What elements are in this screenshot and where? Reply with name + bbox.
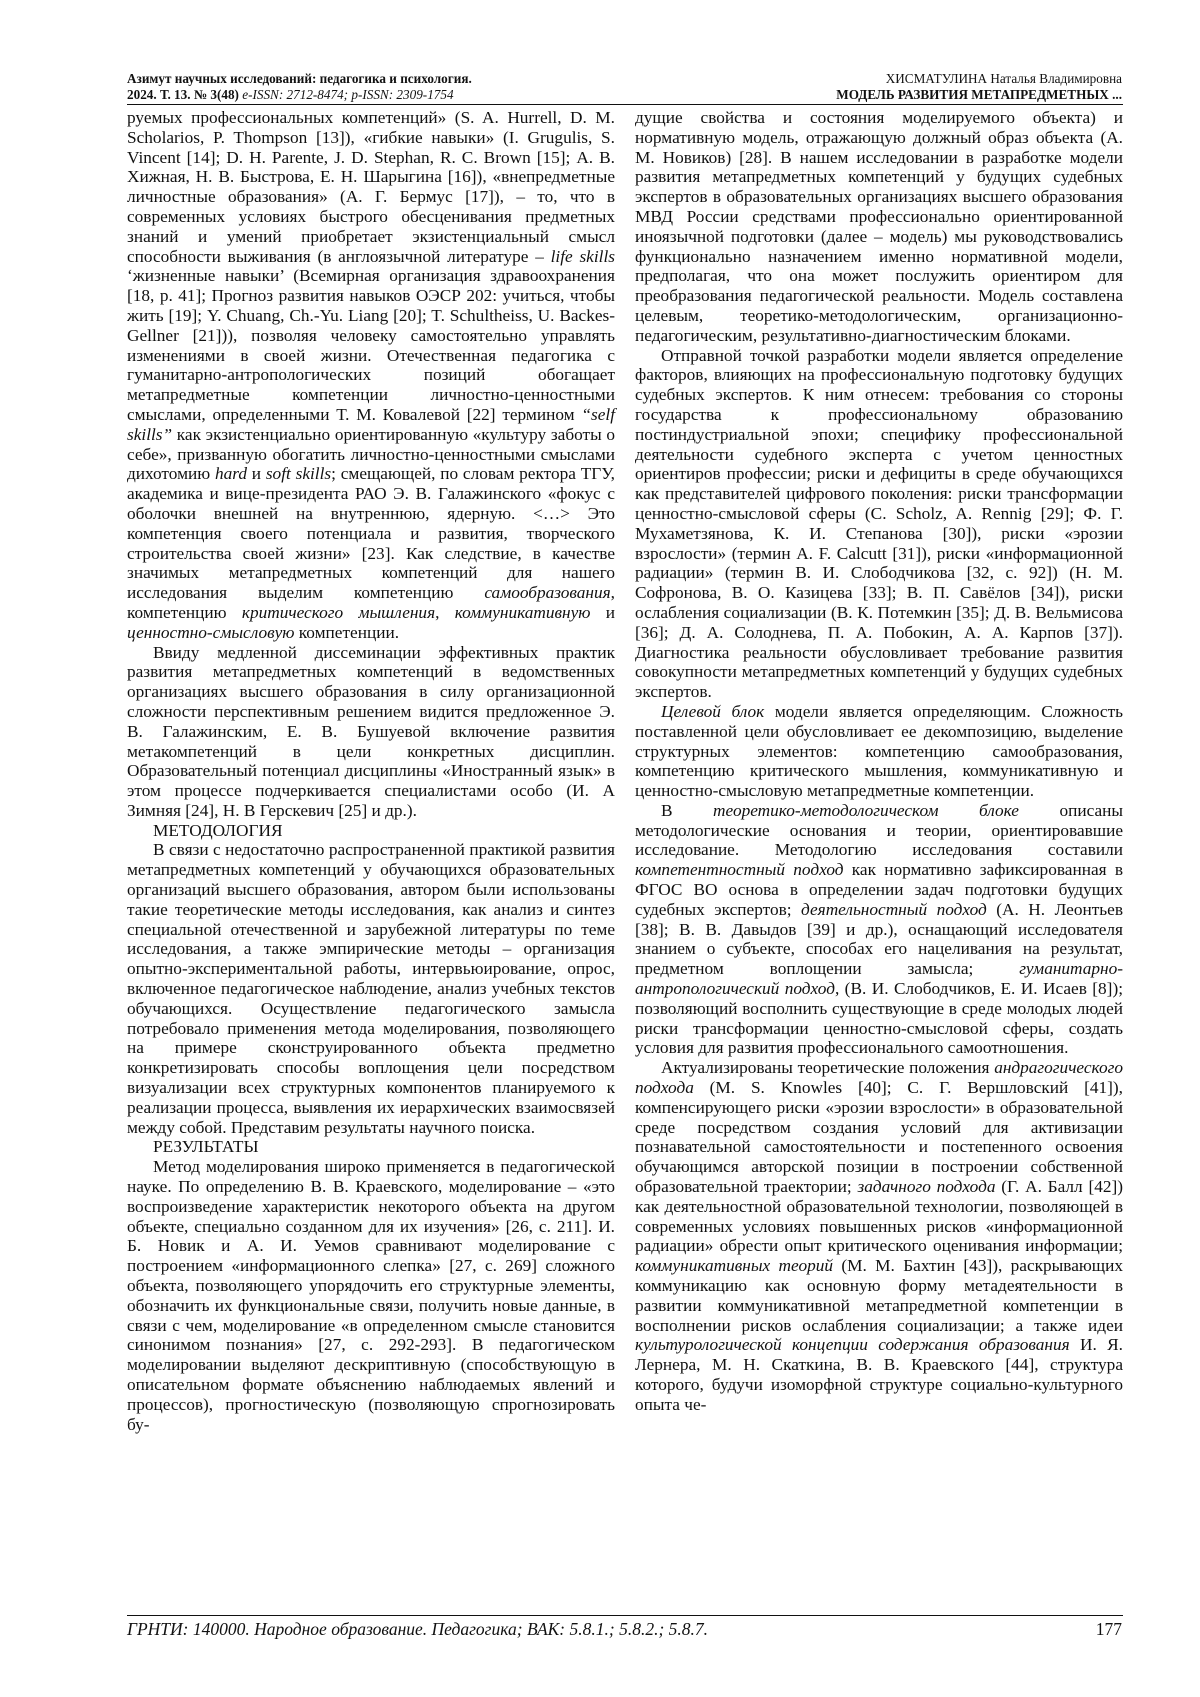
issn: e-ISSN: 2712-8474; p-ISSN: 2309-1754 bbox=[242, 87, 454, 102]
issue-number: 2024. Т. 13. № 3(48) bbox=[127, 87, 243, 102]
section-heading-methodology: МЕТОДОЛОГИЯ bbox=[153, 820, 283, 840]
journal-title: Азимут научных исследований: педагогика и психология. bbox=[127, 71, 472, 86]
section-heading-results: РЕЗУЛЬТАТЫ bbox=[153, 1137, 259, 1157]
paragraph: Целевой блок модели является определяющим. Сложность поставленной цели обусловливает ее декомпозицию, выделение структурных элементов: компетенцию самообразования, компетенцию критического мышления, коммуникативную и ценностно-смысловую метапредметные компетенции. bbox=[635, 701, 1124, 801]
paragraph: дущие свойства и состояния моделируемого объекта) и нормативную модель, отражающую должный образ объекта (А. М. Новиков) [28]. В нашем исследовании в разработке модели развития метапредметных компетенций у будущих судебных экспертов в образовательных организациях высшего образования МВД России средствами профессионально ориентированной иноязычной подготовки (далее – модель) мы руководствовались функционально назначением именно нормативной модели, предполагая, что она может послужить ориентиром для преобразования педагогической реальности. Модель составлена целевым, теоретико-методологическим, организационно-педагогическим, результативно-диагностическим блоками. bbox=[635, 108, 1123, 345]
page-number: 177 bbox=[1095, 1619, 1122, 1639]
paragraph: В теоретико-методологическом блоке описаны методологические основания и теории, ориентировавшие исследование. Методологию исследования составили компетентностный подход как нормативно зафиксированная в ФГОС ВО основа в определении задач подготовки будущих судебных экспертов; деятельностный подход (А. Н. Леонтьев [38]; В. В. Давыдов [39] и др.), оснащающий исследователя знанием о субъекте, способах его нацеливания на результат, предметном воплощении замысла; гуманитарно-антропологический подход, (В. И. Слободчиков, Е. И. Исаев [8]); позволяющий восполнить существующие в среде молодых людей риски трансформации ценностно-смысловой сферы, создать условия для развития профессионального самоотношения. bbox=[635, 800, 1124, 1058]
author-name: ХИСМАТУЛИНА Наталья Владимировна bbox=[885, 71, 1122, 86]
paragraph: руемых профессиональных компетенций» (S. A. Hurrell, D. M. Scholarios, P. Thompson [13]), «гибкие навыки» (I. Grugulis, S. Vincent [14]; D. H. Parente, J. D. Stephan, R. C. Brown [15]; А. В. Хижная, Н. В. Быстрова, Е. Н. Шарыгина [16]), «внепредметные личностные образования» (А. Г. Бермус [17]), – то, что в современных условиях быстрого обесценивания предметных знаний и умений приобретает экзистенциальный смысл способности выживания (в англоязычной литературе – life skills ‘жизненные навыки’ (Всемирная организация здравоохранения [18, р. 41]; Прогноз развития навыков ОЭСР 202: учиться, чтобы жить [19]; Y. Chuang, Ch.-Yu. Liang [20]; T. Schultheiss, U. Backes-Gellner [21])), позволяя человеку самостоятельно управлять изменениями в своей жизни. Отечественная педагогика с гуманитарно-антропологических позиций обогащает метапредметные компетенции личностно-ценностными смыслами, определенными Т. М. Ковалевой [22] термином “self skills” как экзистенциально ориентированную «культуру заботы о себе», призванную обогатить личностно-ценностными смыслами дихотомию hard и soft skills; смещающей, по словам ректора ТГУ, академика и вице-президента РАО Э. В. Галажинского «фокус с оболочки внешней на внутреннюю, ядерную. <…> Это компетенция своего потенциала и развития, творческого строительства своей жизни» [23]. Как следствие, в качестве значимых метапредметных компетенций для нашего исследования выделим компетенцию самообразования, компетенцию критического мышления, коммуникативную и ценностно-смысловую компетенции. bbox=[127, 108, 615, 642]
paragraph: Отправной точкой разработки модели является определение факторов, влияющих на профессиональную подготовку будущих судебных экспертов. К ним отнесем: требования со стороны государства к профессиональному образованию постиндустриальной эпохи; специфику профессиональной деятельности судебного эксперта с учетом ценностных ориентиров профессии; риски и дефициты в среде обучающихся как представителей цифрового поколения: риски трансформации ценностно-смысловой сферы (C. Scholz, A. Rennig [29]; Ф. Г. Мухаметзянова, К. И. Степанова [30]), риски «эрозии взрослости» (термин A. F. Calcutt [31]), риски «информационной радиации» (термин В. И. Слободчикова [32, с. 92]) (Н. М. Софронова, В. О. Казицева [33]; В. П. Савёлов [34]), риски ослабления социализации (В. К. Потемкин [35]; Д. В. Вельмисова [36]; Д. А. Солоднева, П. А. Побокин, А. А. Карпов [37]). Диагностика реальности обусловливает требование развития совокупности метапредметных компетенций у будущих судебных экспертов. bbox=[635, 345, 1123, 702]
footer-divider bbox=[127, 1615, 1123, 1616]
paragraph: Метод моделирования широко применяется в педагогической науке. По определению В. В. Краевского, моделирование – «это воспроизведение характеристик некоторого объекта на другом объекте, специально созданном для их изучения» [26, с. 211]. И. Б. Новик и А. И. Уемов сравнивают моделирование с построением «информационного слепка» [27, с. 269] сложного объекта, позволяющего упорядочить его структурные элементы, обозначить их функциональные связи, получить новые данные, в связи с чем, моделирование «в определенном смысле становится синонимом познания» [27, с. 292-293]. В педагогическом моделировании выделяют дескриптивную (способствующую в описательном формате объяснению наблюдаемых явлений и процессов), прогностическую (позволяющую спрогнозировать бу- bbox=[127, 1157, 615, 1434]
footer-classification: ГРНТИ: 140000. Народное образование. Педагогика; ВАК: 5.8.1.; 5.8.2.; 5.8.7. bbox=[127, 1619, 709, 1639]
journal-issue-line bbox=[127, 87, 607, 103]
header-divider bbox=[127, 104, 1123, 105]
left-column bbox=[127, 108, 615, 1434]
right-column bbox=[635, 108, 1123, 1415]
journal-header-right bbox=[642, 71, 1122, 103]
journal-header-left bbox=[127, 71, 607, 103]
paragraph: Актуализированы теоретические положения андрагогического подхода (M. S. Knowles [40]; С. Г. Вершловский [41]), компенсирующего риски «эрозии взрослости» в образовательной среде посредством создания условий для активизации познавательной самостоятельности и постепенного освоения обучающимся авторской позиции в построении собственной образовательной траектории; задачного подхода (Г. А. Балл [42]) как деятельностной образовательной технологии, позволяющей в современных условиях повышенных рисков «информационной радиации» обрести опыт критического оценивания информации; коммуникативных теорий (М. М. Бахтин [43]), раскрывающих коммуникацию как основную форму метадеятельности в развитии коммуникативной метапредметной компетенции в восполнении рисков ослабления социализации; а также идеи культурологической концепции содержания образования И. Я. Лернера, М. Н. Скаткина, В. В. Краевского [44], структура которого, будучи изоморфной структуре социально-культурного опыта че- bbox=[635, 1058, 1123, 1414]
article-title: МОДЕЛЬ РАЗВИТИЯ МЕТАПРЕДМЕТНЫХ ... bbox=[836, 87, 1122, 102]
paragraph: Ввиду медленной диссеминации эффективных практик развития метапредметных компетенций в ведомственных организациях высшего образования в силу организационной сложности перспективным решением видится предложенное Э. В. Галажинским, Е. В. Бушуевой включение развития метакомпетенций в цели конкретных дисциплин. Образовательный потенциал дисциплины «Иностранный язык» в этом процессе подчеркивается специалистами особо (И. А Зимняя [24], Н. В Герскевич [25] и др.). bbox=[127, 642, 615, 820]
paragraph: В связи с недостаточно распространенной практикой развития метапредметных компетенций у обучающихся образовательных организаций высшего образования, автором были использованы такие теоретические методы исследования, как анализ и синтез специальной отечественной и зарубежной литературы по теме исследования, а также эмпирические методы – организация опытно-экспериментальной работы, интервьюирование, опрос, включенное педагогическое наблюдение, анализ учебных текстов обучающихся. Осуществление педагогического замысла потребовало применения метода моделирования, позволяющего на примере сконструированного объекта предметно конкретизировать способы воплощения цели посредством визуализации всех структурных компонентов планируемого к реализации процесса, выявления их иерархических взаимосвязей между собой. Представим результаты научного поиска. bbox=[127, 840, 615, 1137]
